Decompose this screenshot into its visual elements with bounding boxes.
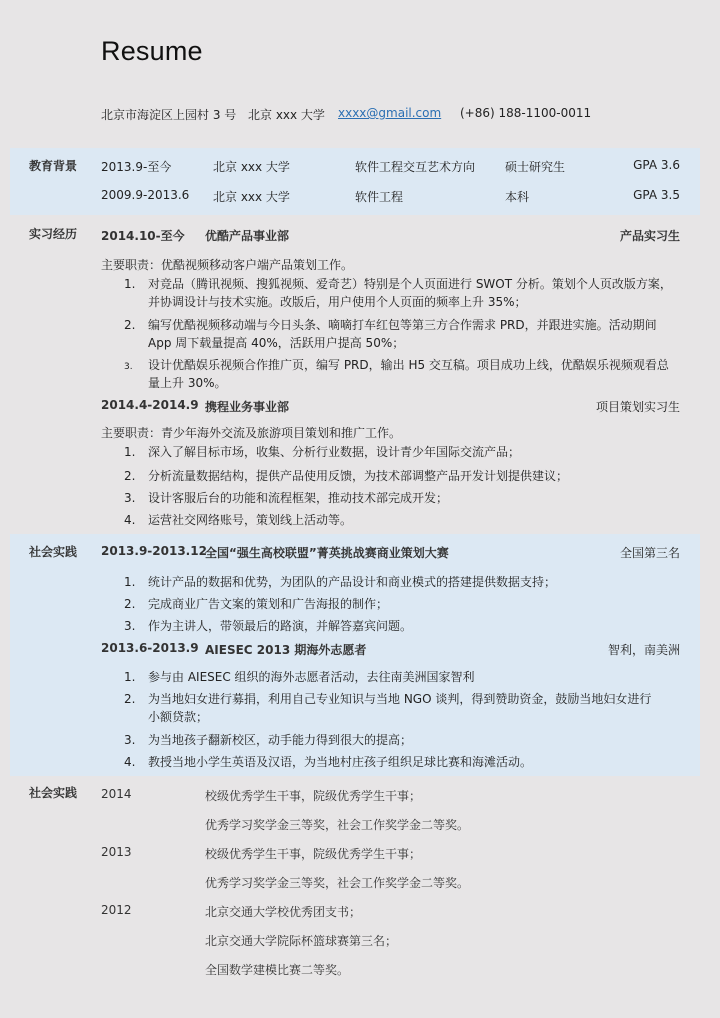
- job-org: 优酷产品事业部: [205, 229, 290, 243]
- job-duty: 主要职责：青少年海外交流及旅游项目策划和推广工作。: [101, 426, 402, 440]
- job-org: 携程业务事业部: [205, 400, 290, 414]
- edu-major: 软件工程: [355, 190, 404, 204]
- job-period: 2014.4-2014.9: [101, 398, 199, 412]
- event-title: AIESEC 2013 期海外志愿者: [205, 643, 367, 657]
- event-result: 全国第三名: [619, 546, 680, 560]
- resume-page: Resume 北京市海淀区上园村 3 号 北京 xxx 大学 xxxx@gmail.com (+86) 188-1100-0011 教育背景 2013.9-至今 北京 xxx 大学 软件工程交互艺术方向 硕士研究生 GPA 3.6 2009.9-2013.6 北京 xxx 大学 软件工程 本科 GPA 3.5 实习经历 2014.10-至今 优酷产品事业部 产品实习生 主要职责：优酷视频移动客户端产品策划工作。 1. 对竞品（腾讯视频、搜狐视频、爱奇艺）特别是个人页面进行 SWOT 分析。策划个人页改版方案， 并协调设计与技术实施。改版后，用户使用个人页面的频率上升 35%； 2. 编写优酷视频移动端与今日头条、嘀嘀打车红包等第三方合作需求 PRD，并跟进实施。活动期间 App 周下载量提高 40%，活跃用户提高 50%； 3. 设计优酷娱乐视频合作推广页，编写 PRD，输出 H5 交互稿。项目成功上线，优酷娱乐视频观看总 量上升 30%。 2014.4-2014.9 携程业务事业部 项目策划实习生 主要职责：青少年海外交流及旅游项目策划和推广工作。 1. 深入了解目标市场，收集、分析行业数据，设计青少年国际交流产品； 2. 分析流量数据结构，提供产品使用反馈，为技术部调整产品开发计划提供建议； 3. 设计客服后台的功能和流程框架，推动技术部完成开发； 4. 运营社交网络账号，策划线上活动等。 社会实践 2013.9-2013.12 全国“强生高校联盟”菁英挑战赛商业策划大赛 全国第三名 1. 统计产品的数据和优势，为团队的产品设计和商业模式的搭建提供数据支持； 2. 完成商业广告文案的策划和广告海报的制作； 3. 作为主讲人，带领最后的路演，并解答嘉宾问题。 2013.6-2013.9 AIESEC 2013 期海外志愿者 智利，南美洲 1. 参与由 AIESEC 组织的海外志愿者活动，去往南美洲国家智利 2. 为当地妇女进行募捐，利用自己专业知识与当地 NGO 谈判，得到赞助资金，鼓励当地妇女进行 小额贷款； 3. 为当地孩子翻新校区，动手能力得到很大的提高； 4. 教授当地小学生英语及汉语，为当地村庄孩子组织足球比赛和海滩活动。 社会实践 2014 校级优秀学生干事，院级优秀学生干事； 优秀学习奖学金三等奖，社会工作奖学金二等奖。 2013 校级优秀学生干事，院级优秀学生干事； 优秀学习奖学金三等奖，社会工作奖学金二等奖。 2012 北京交通大学校优秀团支书； 北京交通大学院际杯篮球赛第三名； 全国数学建模比赛二等奖。: [0, 0, 720, 1018]
- award-item: 北京交通大学院际杯篮球赛第三名；: [205, 934, 398, 948]
- award-item: 校级优秀学生干事，院级优秀学生干事；: [205, 847, 422, 861]
- section-label-internship: 实习经历: [29, 227, 78, 241]
- edu-school: 北京 xxx 大学: [213, 160, 290, 174]
- event-period: 2013.6-2013.9: [101, 641, 199, 655]
- event-period: 2013.9-2013.12: [101, 544, 207, 558]
- award-item: 优秀学习奖学金三等奖，社会工作奖学金二等奖。: [205, 818, 470, 832]
- edu-degree: 硕士研究生: [505, 160, 566, 174]
- job-duty: 主要职责：优酷视频移动客户端产品策划工作。: [101, 258, 354, 272]
- school: 北京 xxx 大学: [248, 108, 325, 122]
- award-year: 2014: [101, 787, 132, 801]
- award-item: 校级优秀学生干事，院级优秀学生干事；: [205, 789, 422, 803]
- award-year: 2012: [101, 903, 132, 917]
- edu-gpa: GPA 3.6: [633, 158, 680, 172]
- job-period: 2014.10-至今: [101, 229, 185, 243]
- edu-degree: 本科: [505, 190, 530, 204]
- edu-gpa: GPA 3.5: [633, 188, 680, 202]
- edu-period: 2009.9-2013.6: [101, 188, 190, 202]
- event-result: 智利，南美洲: [607, 643, 680, 657]
- event-title: 全国“强生高校联盟”菁英挑战赛商业策划大赛: [205, 546, 449, 560]
- award-item: 全国数学建模比赛二等奖。: [205, 963, 350, 977]
- job-role: 产品实习生: [619, 229, 680, 243]
- section-label-practice: 社会实践: [29, 545, 78, 559]
- award-item: 北京交通大学校优秀团支书；: [205, 905, 362, 919]
- edu-period: 2013.9-至今: [101, 160, 172, 174]
- edu-school: 北京 xxx 大学: [213, 190, 290, 204]
- address: 北京市海淀区上园村 3 号: [101, 108, 237, 122]
- email-link[interactable]: xxxx@gmail.com: [338, 106, 442, 120]
- edu-major: 软件工程交互艺术方向: [355, 160, 476, 174]
- award-year: 2013: [101, 845, 132, 859]
- page-title: Resume: [101, 36, 203, 66]
- section-label-awards: 社会实践: [29, 786, 78, 800]
- award-item: 优秀学习奖学金三等奖，社会工作奖学金二等奖。: [205, 876, 470, 890]
- job-role: 项目策划实习生: [595, 400, 680, 414]
- phone: (+86) 188-1100-0011: [460, 106, 592, 120]
- section-label-education: 教育背景: [29, 159, 78, 173]
